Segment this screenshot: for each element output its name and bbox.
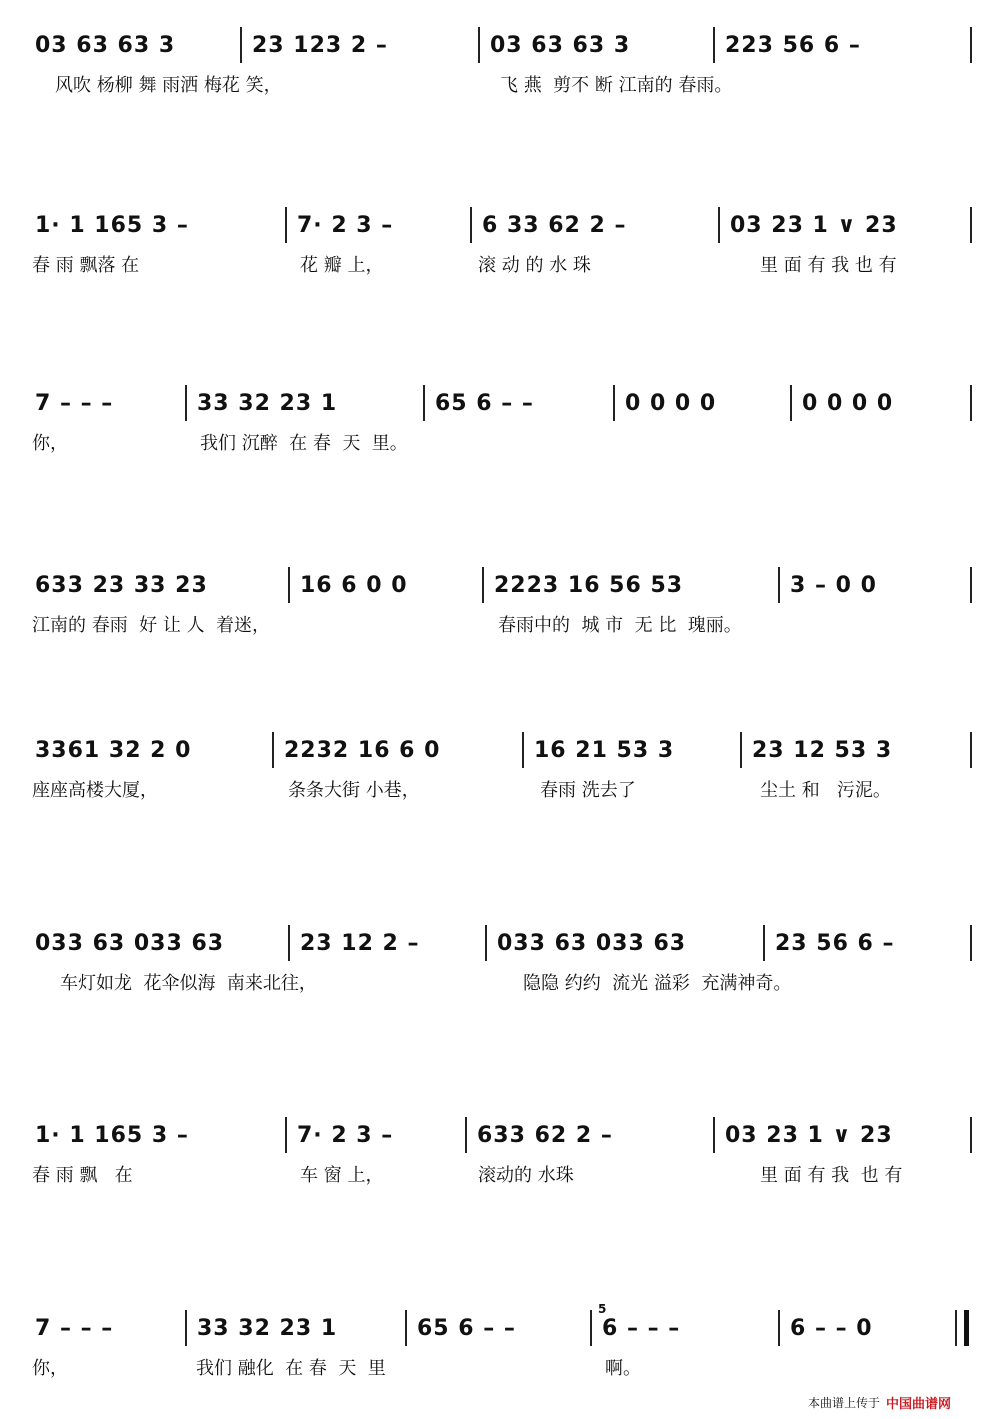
measure: 16 6 0 0 <box>300 572 408 598</box>
measure: 65 6 – – <box>435 390 534 416</box>
measure: 033 63 033 63 <box>35 930 225 956</box>
barline <box>970 567 972 603</box>
lyric-phrase: 江南的 春雨 好 让 人 着迷， <box>32 615 271 636</box>
measure: 1· 1 165 3 – <box>35 1122 189 1148</box>
notation-line <box>0 730 1000 770</box>
lyric-phrase: 里 面 有 我 也 有 <box>760 1165 903 1186</box>
barline <box>285 1117 287 1153</box>
measure: 3 – 0 0 <box>790 572 877 598</box>
lyric-phrase: 春雨中的 城 市 无 比 瑰丽。 <box>498 615 742 636</box>
barline <box>285 207 287 243</box>
notation-line <box>0 205 1000 245</box>
lyric-phrase: 春 雨 飘 在 <box>32 1165 133 1186</box>
measure: 1· 1 165 3 – <box>35 212 189 238</box>
barline <box>613 385 615 421</box>
lyrics-line <box>0 251 1000 281</box>
barline <box>955 1310 957 1346</box>
barline <box>272 732 274 768</box>
notation-line <box>0 923 1000 963</box>
site-logo[interactable]: 中国曲谱网 <box>886 1397 952 1412</box>
lyric-phrase: 隐隐 约约 流光 溢彩 充满神奇。 <box>523 973 792 994</box>
score-system <box>0 205 1000 305</box>
measure: 633 23 33 23 <box>35 572 208 598</box>
measure: 03 23 1 ∨ 23 <box>725 1122 893 1148</box>
barline <box>522 732 524 768</box>
barline <box>470 207 472 243</box>
measure: 65 6 – – <box>417 1315 516 1341</box>
score-system <box>0 383 1000 483</box>
barline <box>288 925 290 961</box>
lyric-phrase: 我们 融化 在 春 天 里 <box>196 1358 386 1379</box>
lyric-phrase: 滚 动 的 水 珠 <box>478 255 591 276</box>
lyric-phrase: 座座高楼大厦， <box>32 780 158 801</box>
final-barline <box>964 1310 969 1346</box>
footer-label: 本曲谱上传于 <box>808 1396 881 1410</box>
notation-line <box>0 1302 1000 1348</box>
measure: 33 32 23 1 <box>197 390 338 416</box>
notation-line <box>0 383 1000 423</box>
score-system <box>0 923 1000 1023</box>
barline <box>763 925 765 961</box>
notation-line <box>0 1115 1000 1155</box>
lyric-phrase: 尘土 和 污泥。 <box>760 780 891 801</box>
lyric-phrase: 我们 沉醉 在 春 天 里。 <box>200 433 408 454</box>
barline <box>970 1117 972 1153</box>
lyrics-line <box>0 969 1000 999</box>
lyric-phrase: 春雨 洗去了 <box>540 780 636 801</box>
measure: 6 – – 0 <box>790 1315 873 1341</box>
measure: 2223 16 56 53 <box>494 572 684 598</box>
barline <box>185 385 187 421</box>
measure: 23 12 2 – <box>300 930 420 956</box>
measure: 33 32 23 1 <box>197 1315 338 1341</box>
barline <box>970 925 972 961</box>
measure: 0 0 0 0 <box>625 390 717 416</box>
measure: 23 56 6 – <box>775 930 895 956</box>
measure: 223 56 6 – <box>725 32 861 58</box>
lyric-phrase: 车 窗 上， <box>300 1165 384 1186</box>
measure: 7· 2 3 – <box>297 1122 394 1148</box>
lyrics-line <box>0 776 1000 806</box>
measure: 633 62 2 – <box>477 1122 613 1148</box>
score-system <box>0 1115 1000 1215</box>
barline <box>288 567 290 603</box>
notation-line <box>0 25 1000 65</box>
barline <box>970 385 972 421</box>
lyrics-line <box>0 71 1000 101</box>
lyric-phrase: 车灯如龙 花伞似海 南来北往， <box>60 973 317 994</box>
measure: 23 12 53 3 <box>752 737 893 763</box>
grace-note: 5 <box>598 1302 607 1316</box>
measure: 6 33 62 2 – <box>482 212 627 238</box>
barline <box>713 1117 715 1153</box>
score-system <box>0 730 1000 830</box>
lyric-phrase: 里 面 有 我 也 有 <box>760 255 897 276</box>
barline <box>485 925 487 961</box>
measure: 7 – – – <box>35 390 114 416</box>
lyric-phrase: 啊。 <box>605 1358 641 1379</box>
measure: 6 – – – <box>602 1315 681 1341</box>
measure: 03 63 63 3 <box>35 32 176 58</box>
lyrics-line <box>0 611 1000 641</box>
barline <box>970 207 972 243</box>
lyric-phrase: 条条大街 小巷， <box>288 780 420 801</box>
barline <box>405 1310 407 1346</box>
barline <box>465 1117 467 1153</box>
barline <box>423 385 425 421</box>
lyric-phrase: 你， <box>32 1358 68 1379</box>
measure: 7 – – – <box>35 1315 114 1341</box>
lyric-phrase: 飞 燕 剪不 断 江南的 春雨。 <box>500 75 733 96</box>
score-system <box>0 565 1000 665</box>
score-system <box>0 25 1000 125</box>
barline <box>970 27 972 63</box>
lyric-phrase: 滚动的 水珠 <box>478 1165 574 1186</box>
lyrics-line <box>0 429 1000 459</box>
lyric-phrase: 你， <box>32 433 68 454</box>
notation-line <box>0 565 1000 605</box>
measure: 033 63 033 63 <box>497 930 687 956</box>
measure: 03 23 1 ∨ 23 <box>730 212 898 238</box>
barline <box>713 27 715 63</box>
barline <box>240 27 242 63</box>
barline <box>185 1310 187 1346</box>
barline <box>778 567 780 603</box>
lyric-phrase: 春 雨 飘落 在 <box>32 255 140 276</box>
lyrics-line <box>0 1161 1000 1191</box>
barline <box>970 732 972 768</box>
measure: 3361 32 2 0 <box>35 737 192 763</box>
barline <box>778 1310 780 1346</box>
barline <box>482 567 484 603</box>
site-footer <box>808 1393 951 1412</box>
lyric-phrase: 风吹 杨柳 舞 雨洒 梅花 笑， <box>55 75 282 96</box>
barline <box>478 27 480 63</box>
measure: 7· 2 3 – <box>297 212 394 238</box>
barline <box>790 385 792 421</box>
measure: 23 123 2 – <box>252 32 388 58</box>
measure: 0 0 0 0 <box>802 390 894 416</box>
measure: 03 63 63 3 <box>490 32 631 58</box>
barline <box>590 1310 592 1346</box>
measure: 2232 16 6 0 <box>284 737 441 763</box>
barline <box>740 732 742 768</box>
measure: 16 21 53 3 <box>534 737 675 763</box>
lyric-phrase: 花 瓣 上， <box>300 255 384 276</box>
barline <box>718 207 720 243</box>
lyrics-line <box>0 1354 1000 1384</box>
